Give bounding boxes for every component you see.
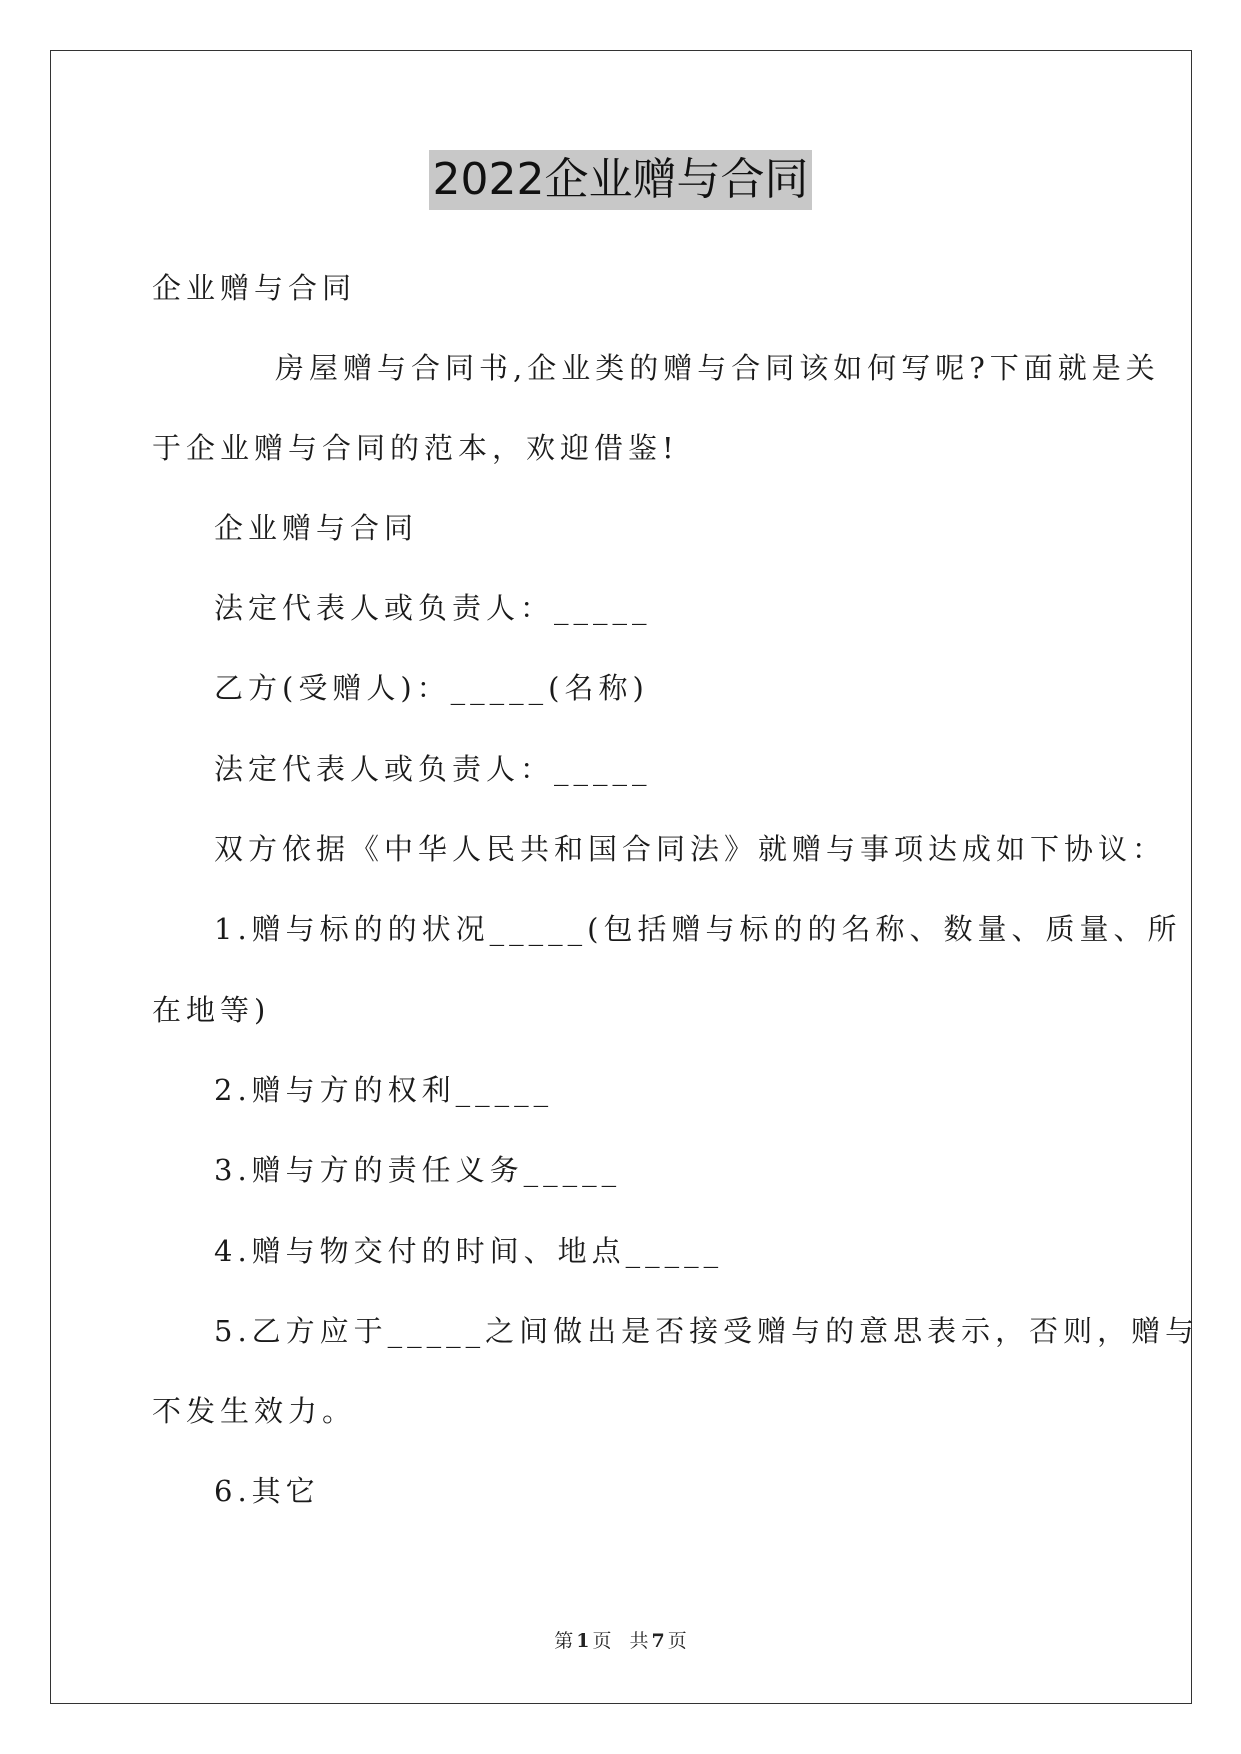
text-line-11: 2.赠与方的权利_____ [214, 1073, 554, 1107]
text-line-10: 在地等) [152, 993, 271, 1027]
text-line-3: 于企业赠与合同的范本，欢迎借鉴! [152, 431, 679, 465]
text-line-5: 法定代表人或负责人：_____ [214, 591, 652, 625]
page-footer [0, 1628, 1241, 1654]
text-line-1: 企业赠与合同 [152, 271, 357, 305]
text-line-8: 双方依据《中华人民共和国合同法》就赠与事项达成如下协议： [214, 832, 1167, 866]
text-line-14: 5.乙方应于_____之间做出是否接受赠与的意思表示，否则，赠与 [214, 1314, 1200, 1348]
text-line-2: 房屋赠与合同书,企业类的赠与合同该如何写呢?下面就是关 [275, 351, 1160, 385]
text-line-12: 3.赠与方的责任义务_____ [214, 1153, 622, 1187]
text-line-7: 法定代表人或负责人：_____ [214, 752, 652, 786]
text-line-15: 不发生效力。 [152, 1394, 357, 1428]
title-wrap [0, 150, 1241, 210]
text-line-13: 4.赠与物交付的时间、地点_____ [214, 1234, 724, 1268]
text-line-4: 企业赠与合同 [214, 511, 419, 545]
text-line-9: 1.赠与标的的状况_____(包括赠与标的的名称、数量、质量、所 [214, 912, 1182, 946]
document-title: 2022企业赠与合同 [429, 150, 813, 210]
text-line-16: 6.其它 [214, 1474, 320, 1508]
footer-total-pages: 7 [651, 1630, 665, 1652]
footer-total-suffix: 页 [667, 1630, 687, 1652]
footer-page-number: 1 [576, 1630, 590, 1652]
footer-page-prefix: 第 [554, 1630, 574, 1652]
footer-page-suffix: 页 [592, 1630, 612, 1652]
footer-total-prefix: 共 [629, 1630, 649, 1652]
text-line-6: 乙方(受赠人)：_____(名称) [214, 671, 649, 705]
